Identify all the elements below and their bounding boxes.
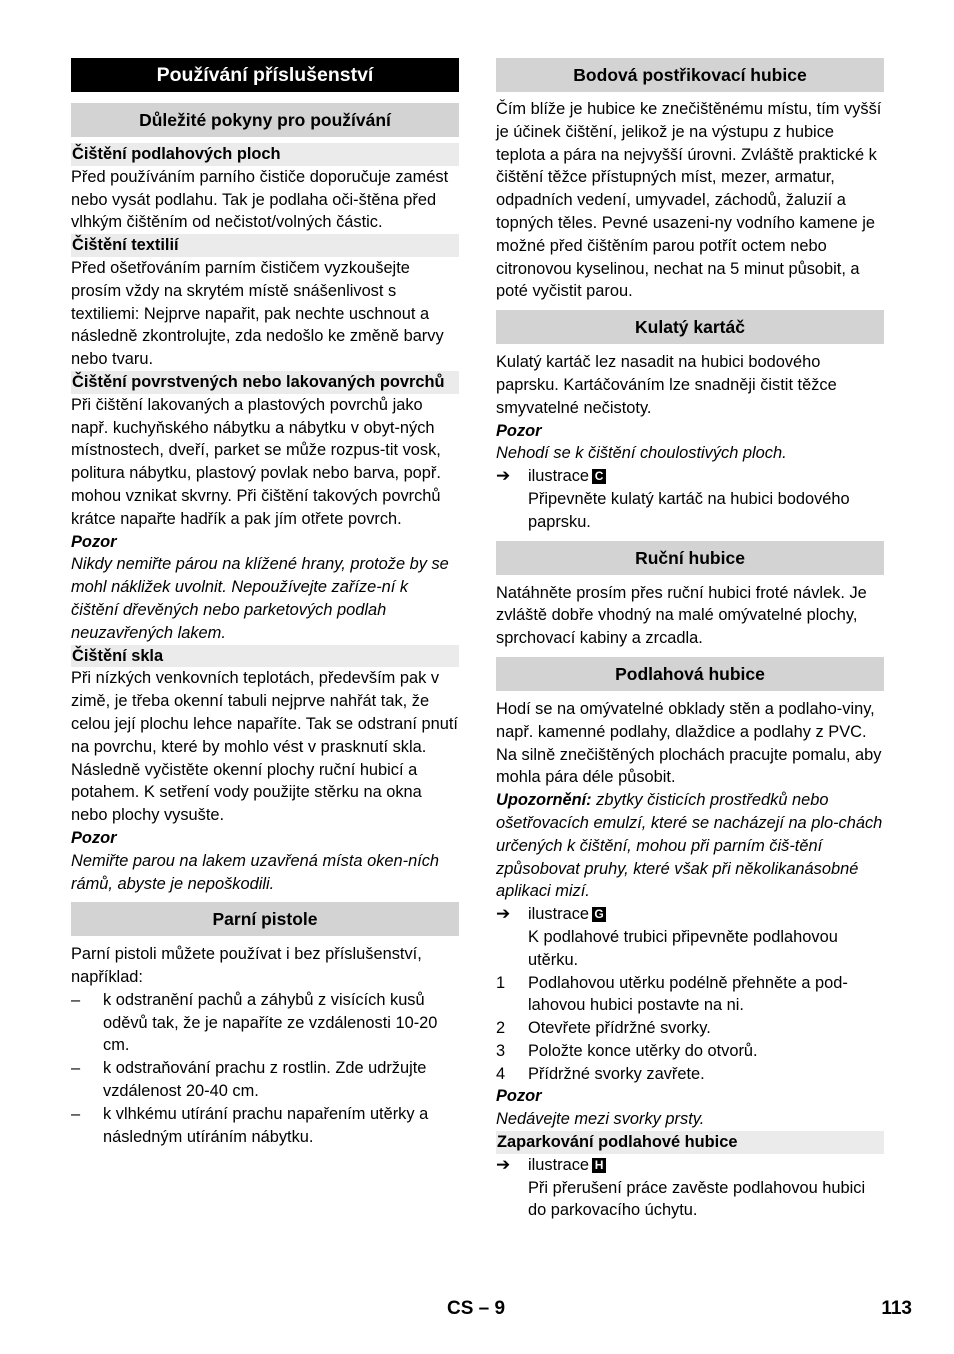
numbered-step: 4 Přídržné svorky zavřete.	[496, 1064, 705, 1083]
numbered-step: 1 Podlahovou utěrku podélně přehněte a pod-lahovou hubici postavte na ni.	[496, 973, 848, 1015]
notice-label: Upozornění:	[496, 791, 592, 810]
illustration-step: ➔ ilustrace C	[496, 465, 884, 488]
left-column	[71, 58, 459, 1148]
caution-label: Pozor	[71, 532, 117, 551]
step-text: Připevněte kulatý kartáč na hubici bodového paprsku.	[528, 489, 850, 531]
caution-label: Pozor	[71, 828, 117, 847]
heading-round-brush: Kulatý kartáč	[496, 310, 884, 344]
textile-cleaning-text: Před ošetřováním parním čističem vyzkoušejte prosím vždy na skrytém místě snášenlivost s textiliemi: Nejprve napařit, pak nechte uschnout a následně zkontrolujte, zda nedošlo ke změně barvy nebo tvaru.	[71, 258, 444, 369]
list-item: – k odstraňování prachu z rostlin. Zde udržujte vzdálenost 20-40 cm.	[71, 1059, 427, 1101]
caution-text: Nikdy nemiřte párou na klížené hrany, protože by se mohl nákližek uvolnit. Nepoužívejte zaříze-ní k čištění dřevěných nebo parketových podlah neuzavřených lakem.	[71, 555, 449, 642]
step-text: Při přerušení práce zavěste podlahovou hubici do parkovacího úchytu.	[528, 1178, 866, 1220]
heading-coated-surfaces: Čištění povrstvených nebo lakovaných povrchů	[71, 371, 459, 394]
heading-floor-cleaning: Čištění podlahových ploch	[71, 143, 459, 166]
heading-textile-cleaning: Čištění textilií	[71, 234, 459, 257]
page-footer	[0, 1298, 954, 1322]
illustration-step: ➔ ilustrace H	[496, 1154, 884, 1177]
illustration-g-badge: G	[592, 907, 606, 922]
steam-pistol-text: Parní pistoli můžete používat i bez příslušenství, například:	[71, 945, 422, 987]
floor-nozzle-text: Hodí se na omývatelné obklady stěn a podlaho-viny, např. kamenné podlahy, dlaždice a podlahy z PVC. Na silně znečištěných plochách pracujte pomalu, aby mohla pára déle působit.	[496, 699, 882, 787]
illustration-step: ➔ ilustrace G	[496, 903, 884, 926]
illustration-h-badge: H	[592, 1158, 606, 1173]
coated-surfaces-text: Při čištění lakovaných a plastových povrchů jako např. kuchyňského nábytku a nábytku v obyt-ných místnostech, dveří, parket se může rozpus-tit vosk, politura nábytku, plastový povlak nebo barva, popř. mohou vznikat skvrny. Při čištění takových povrchů krátce napařte hadřík a pak jím otřete povrch.	[71, 395, 441, 528]
heading-parking: Zaparkování podlahové hubice	[496, 1131, 884, 1154]
arrow-right-icon: ➔	[496, 1154, 511, 1174]
list-item: – k odstranění pachů a záhybů z visících kusů oděvů tak, že je napaříte ze vzdálenosti 10-20 cm.	[71, 990, 438, 1055]
illustration-c-badge: C	[592, 469, 606, 484]
notice-text: Upozornění: zbytky čisticích prostředků nebo ošetřovacích emulzí, které se nacházejí na plo-chách určených k čištění, mohou při parním čiš-tění způsobovat pruhy, které však při několikanásobné aplikaci mizí.	[496, 791, 883, 901]
right-column	[496, 58, 884, 1222]
heading-important-notes: Důležité pokyny pro používání	[71, 103, 459, 137]
section-title: Používání příslušenství	[71, 58, 459, 92]
glass-cleaning-text: Při nízkých venkovních teplotách, především pak v zimě, je třeba okenní tabuli nejprve nahřát tak, že celou její plochu lehce napaříte. Tak se odstraní pnutí na povrchu, které by mohlo vést v prasknutí skla.	[71, 669, 458, 756]
step-text: K podlahové trubici připevněte podlahovou utěrku.	[528, 927, 838, 969]
caution-label: Pozor	[496, 1087, 542, 1106]
numbered-step: 3 Položte konce utěrky do otvorů.	[496, 1041, 758, 1060]
heading-floor-nozzle: Podlahová hubice	[496, 657, 884, 691]
caution-text: Nedávejte mezi svorky prsty.	[496, 1110, 705, 1129]
page-number: 113	[881, 1298, 912, 1319]
heading-spot-nozzle: Bodová postřikovací hubice	[496, 58, 884, 92]
floor-cleaning-text: Před používáním parního čističe doporučuje zamést nebo vysát podlahu. Tak je podlaha oči-štěna před vlhkým čištěním od nečistot/volných částic.	[71, 167, 449, 232]
arrow-right-icon: ➔	[496, 904, 511, 924]
heading-steam-pistol: Parní pistole	[71, 902, 459, 936]
arrow-right-icon: ➔	[496, 466, 511, 486]
spot-nozzle-text: Čím blíže je hubice ke znečištěnému místu, tím vyšší je účinek čištění, jelikož je na výstupu z hubice teplota a pára na nejvyšší úrovni. Zvláště praktické k čištění těžce přístupných míst, mezer, armatur, odpadních vedení, umyvadel, záchodů, žaluzií a topných těles. Pevné usazeni-ny vodního kamene je možné před čištěním parou potřít octem nebo citronovou kyselinou, nechat na 5 minut působit, a poté vyčistit parou.	[496, 100, 882, 301]
caution-text: Nehodí se k čištění choulostivých ploch.	[496, 444, 787, 463]
heading-glass-cleaning: Čištění skla	[71, 645, 459, 668]
numbered-step: 2 Otevřete přídržné svorky.	[496, 1019, 711, 1038]
round-brush-text: Kulatý kartáč lez nasadit na hubici bodového paprsku. Kartáčováním lze snadněji čistit těžce smyvatelné nečistoty.	[496, 353, 837, 417]
glass-cleaning-text-2: Následně vyčistěte okenní plochy ruční hubicí a potahem. K setření vody použijte stěrku na okna nebo plochy vysušte.	[71, 760, 422, 825]
caution-label: Pozor	[496, 421, 542, 440]
heading-hand-nozzle: Ruční hubice	[496, 541, 884, 575]
hand-nozzle-text: Natáhněte prosím přes ruční hubici froté návlek. Je zvláště dobře vhodný na malé omývatelné plochy, sprchovací kabiny a zrcadla.	[496, 583, 867, 648]
list-item: – k vlhkému utírání prachu napařením utěrky a následným utíráním nábytku.	[71, 1104, 429, 1146]
section-page-label: CS – 9	[447, 1298, 506, 1319]
caution-text: Nemiřte parou na lakem uzavřená místa oken-ních rámů, abyste je nepoškodili.	[71, 851, 440, 893]
